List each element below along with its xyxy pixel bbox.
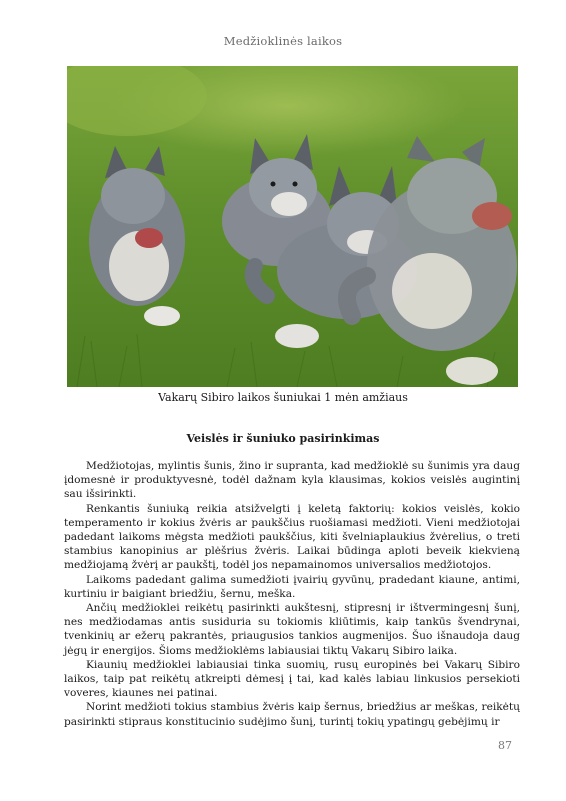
page-number: 87 [498,739,512,752]
paragraph: Norint medžioti tokius stambius žvėris kaip šernus, briedžius ar meškas, reikėtų pasirinkti stipraus konstitucinio sudėjimo šunį, turintį tokių ypatingų gebėjimų ir [64,701,520,728]
paragraph: Laikoms padedant galima sumedžioti įvairių gyvūnų, pradedant kiaune, antimi, kurtiniu ir baigiant briedžiu, šernu, meška. [64,573,520,600]
paragraph: Medžiotojas, mylintis šunis, žino ir supranta, kad medžioklė su šunimis yra daug įdomesnė ir produktyvesnė, todėl dažnam kyla klausimas, kokios veislės augintinį sau išsirinkti. [64,460,520,501]
photo-caption: Vakarų Sibiro laikos šuniukai 1 mėn amžiaus [158,391,408,404]
paragraph: Kiaunių medžioklei labiausiai tinka suomių, rusų europinės bei Vakarų Sibiro laikos, taip pat reikėtų atkreipti dėmesį į tai, kad kalės labiau linkusios persekioti voveres, kiaunes nei patinai. [64,658,520,700]
puppies-photo [67,66,518,387]
section-title: Veislės ir šuniuko pasirinkimas [186,432,380,445]
paragraph: Renkantis šuniuką reikia atsižvelgti į keletą faktorių: kokios veislės, kokio temperamento ir kokius žvėris ar paukščius ruošiamasi medžioti. Vieni medžiotojai padedant laikoms mėgsta medžioti paukščius, kiti švelniaplaukius žvėrelius, o treti stambius kanopinius ar plėšrius žvėris. Laikai būdinga aploti beveik kiekvieną medžiojamą žvėrį ar paukštį, todėl jos nepamainomos universalios medžiotojos. [64,502,520,572]
paragraph: Ančių medžioklei reikėtų pasirinkti aukštesnį, stipresnį ir ištvermingesnį šunį, nes medžiodamas antis susiduria su tokiomis kliūtimis, kaip tankūs švendrynai, tvenkinių ar ežerų pakrantės, priaugusios tankios augmenijos. Šuo išnaudoja daug jėgų ir energijos. Šioms medžioklėms labiausiai tiktų Vakarų Sibiro laika. [64,602,520,657]
body-text [64,459,520,729]
running-header: Medžioklinės laikos [223,34,343,48]
